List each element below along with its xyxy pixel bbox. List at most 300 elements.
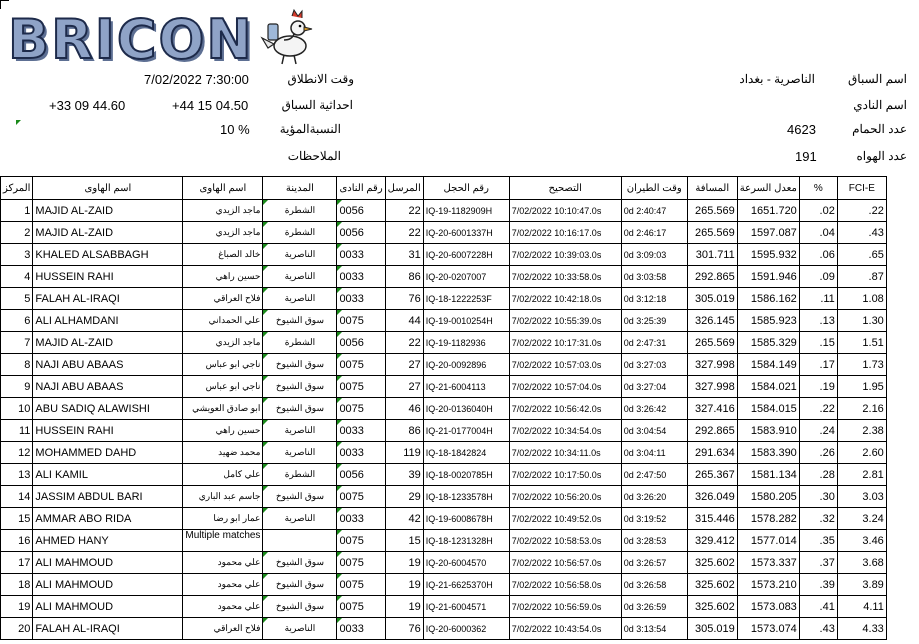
cell-flight-time-text: 0d 3:25:39 — [623, 315, 667, 326]
cell-flight-time — [621, 596, 687, 618]
cell-club-number-text: 0075 — [339, 314, 364, 327]
cell-percent-text: .26 — [819, 446, 835, 459]
green-tick-marker — [263, 200, 268, 205]
cell-sent-text: 86 — [408, 270, 421, 283]
percent-label: النسبةالمؤية — [279, 122, 341, 136]
cell-sent — [385, 354, 423, 376]
green-tick-marker — [337, 288, 342, 293]
cell-flight-time-text: 0d 3:04:11 — [623, 447, 666, 458]
cell-fci-e-text: 3.46 — [862, 534, 884, 547]
cell-rank — [1, 530, 33, 552]
cell-fci-e — [837, 442, 886, 464]
cell-percent — [799, 266, 837, 288]
cell-fci-e — [837, 596, 886, 618]
cell-corrected-time-text: 7/02/2022 10:39:03.0s — [511, 249, 602, 260]
cell-percent — [799, 486, 837, 508]
cell-fancier-name-en-text: MAJID AL-ZAID — [35, 336, 114, 349]
cell-city-text: سوق الشيوخ — [275, 601, 324, 611]
green-tick-marker — [16, 120, 21, 125]
start-time-label: وقت الانطلاق — [287, 72, 354, 86]
cell-fancier-name-en-text: ALI MAHMOUD — [35, 600, 114, 613]
cell-sent — [385, 398, 423, 420]
cell-corrected-time — [509, 530, 621, 552]
cell-sent — [385, 266, 423, 288]
cell-sent-text: 27 — [408, 380, 421, 393]
cell-distance-text: 265.569 — [694, 204, 735, 217]
cell-ring-number-text: IQ-21-6004113 — [425, 381, 486, 392]
cell-fancier-name-en-text: NAJI ABU ABAAS — [35, 358, 124, 371]
cell-corrected-time — [509, 398, 621, 420]
cell-distance-text: 326.049 — [694, 490, 735, 503]
col-flight-time: وقت الطيران — [621, 177, 687, 200]
cell-club-number-text: 0033 — [339, 292, 364, 305]
cell-club-number-text: 0033 — [339, 424, 364, 437]
cell-city — [263, 508, 337, 530]
cell-club-number — [337, 508, 385, 530]
cell-distance — [687, 332, 737, 354]
cell-fancier-name-en-text: AHMED HANY — [35, 534, 109, 547]
cell-club-number-text: 0075 — [339, 578, 364, 591]
cell-fancier-name-ar — [183, 310, 263, 332]
cell-city-text: الناصرية — [284, 447, 316, 457]
cell-corrected-time-text: 7/02/2022 10:56:59.0s — [511, 601, 602, 612]
cell-city-text: سوق الشيوخ — [275, 491, 324, 501]
cell-speed-text: 1585.923 — [750, 314, 797, 327]
cell-fancier-name-ar — [183, 508, 263, 530]
table-row — [1, 332, 887, 354]
cell-fancier-name-en — [33, 442, 183, 464]
green-tick-marker — [263, 266, 268, 271]
green-tick-marker — [337, 310, 342, 315]
cell-percent-text: .22 — [819, 402, 835, 415]
cell-fancier-name-ar — [183, 574, 263, 596]
cell-rank — [1, 486, 33, 508]
green-tick-marker — [337, 376, 342, 381]
cell-sent — [385, 442, 423, 464]
cell-fancier-name-en-text: JASSIM ABDUL BARI — [35, 490, 143, 503]
cell-club-number — [337, 244, 385, 266]
cell-fci-e — [837, 354, 886, 376]
cell-speed-text: 1585.329 — [750, 336, 797, 349]
cell-club-number — [337, 596, 385, 618]
cell-distance-text: 325.602 — [694, 600, 735, 613]
cell-city-text: الناصرية — [284, 293, 316, 303]
cell-ring-number — [423, 288, 509, 310]
cell-speed — [737, 596, 799, 618]
cell-ring-number — [423, 486, 509, 508]
cell-fci-e — [837, 266, 886, 288]
green-tick-marker — [337, 442, 342, 447]
cell-percent — [799, 618, 837, 640]
cell-fci-e — [837, 574, 886, 596]
cell-corrected-time — [509, 618, 621, 640]
cell-fancier-name-ar — [183, 266, 263, 288]
cell-ring-number-text: IQ-18-1231328H — [425, 535, 493, 546]
cell-fci-e — [837, 200, 886, 222]
cell-club-number-text: 0056 — [339, 226, 364, 239]
col-rank: المركز — [1, 177, 33, 200]
col-corrected-time: التصحيح — [509, 177, 621, 200]
cell-speed-text: 1573.210 — [750, 578, 797, 591]
cell-fci-e-text: 2.38 — [862, 424, 884, 437]
cell-distance-text: 265.569 — [694, 226, 735, 239]
green-tick-marker — [263, 244, 268, 249]
green-tick-marker — [337, 354, 342, 359]
cell-rank-text: 15 — [18, 512, 31, 525]
cell-fancier-name-ar-text: ناجي ابو عباس — [205, 359, 261, 369]
cell-percent-text: .09 — [819, 270, 835, 283]
cell-percent — [799, 464, 837, 486]
cell-club-number-text: 0075 — [339, 380, 364, 393]
cell-city — [263, 442, 337, 464]
cell-flight-time-text: 0d 3:26:59 — [623, 601, 667, 612]
green-tick-marker — [337, 508, 342, 513]
cell-club-number-text: 0056 — [339, 468, 364, 481]
cell-speed — [737, 530, 799, 552]
cell-fancier-name-ar — [183, 552, 263, 574]
cell-corrected-time-text: 7/02/2022 10:56:42.0s — [511, 403, 602, 414]
cell-flight-time — [621, 310, 687, 332]
cell-speed-text: 1583.390 — [750, 446, 797, 459]
col-distance: المسافة — [687, 177, 737, 200]
col-fci-e: FCI-E — [837, 177, 886, 200]
cell-club-number-text: 0075 — [339, 534, 364, 547]
cell-flight-time — [621, 464, 687, 486]
cell-rank — [1, 596, 33, 618]
cell-speed-text: 1580.205 — [750, 490, 797, 503]
cell-flight-time — [621, 618, 687, 640]
col-percent: % — [799, 177, 837, 200]
cell-sent-text: 22 — [408, 226, 421, 239]
cell-percent — [799, 200, 837, 222]
cell-fancier-name-ar-text: محمد ضهيد — [218, 447, 261, 457]
cell-ring-number — [423, 222, 509, 244]
cell-city — [263, 464, 337, 486]
cell-city-text: سوق الشيوخ — [275, 579, 324, 589]
cell-flight-time-text: 0d 2:40:47 — [623, 205, 667, 216]
cell-fancier-name-ar — [183, 244, 263, 266]
cell-city — [263, 244, 337, 266]
cell-rank — [1, 618, 33, 640]
cell-percent-text: .02 — [819, 204, 835, 217]
cell-club-number-text: 0056 — [339, 336, 364, 349]
table-row — [1, 552, 887, 574]
cell-distance-text: 265.569 — [694, 336, 735, 349]
cell-percent-text: .30 — [819, 490, 835, 503]
cell-rank-text: 2 — [24, 226, 31, 239]
cell-sent — [385, 222, 423, 244]
col-speed: معدل السرعة — [737, 177, 799, 200]
cell-corrected-time — [509, 420, 621, 442]
cell-fci-e — [837, 398, 886, 420]
cell-fancier-name-ar — [183, 200, 263, 222]
cell-percent-text: .24 — [819, 424, 835, 437]
cell-distance — [687, 376, 737, 398]
cell-percent-text: .04 — [819, 226, 835, 239]
cell-fancier-name-en-text: ALI MAHMOUD — [35, 556, 114, 569]
cell-corrected-time-text: 7/02/2022 10:56:20.0s — [511, 491, 602, 502]
cell-rank-text: 7 — [24, 336, 31, 349]
cell-fancier-name-ar — [183, 420, 263, 442]
cell-distance — [687, 530, 737, 552]
cell-city-text: سوق الشيوخ — [275, 381, 324, 391]
cell-fci-e-text: 3.03 — [862, 490, 884, 503]
cell-distance-text: 305.019 — [694, 622, 735, 635]
cell-percent — [799, 596, 837, 618]
cell-distance — [687, 420, 737, 442]
cell-sent — [385, 530, 423, 552]
cell-club-number — [337, 288, 385, 310]
cell-fci-e-text: 1.95 — [862, 380, 884, 393]
cell-ring-number-text: IQ-18-1842824 — [425, 447, 487, 458]
cell-club-number — [337, 398, 385, 420]
green-tick-marker — [337, 222, 342, 227]
cell-city — [263, 398, 337, 420]
cell-speed-text: 1591.946 — [750, 270, 797, 283]
cell-city-text: الناصرية — [284, 513, 316, 523]
cell-fancier-name-en — [33, 530, 183, 552]
cell-fci-e-text: 3.89 — [862, 578, 884, 591]
cell-ring-number — [423, 464, 509, 486]
cell-ring-number-text: IQ-18-1222253F — [425, 293, 492, 304]
table-row — [1, 508, 887, 530]
cell-ring-number — [423, 442, 509, 464]
cell-sent — [385, 376, 423, 398]
cell-corrected-time-text: 7/02/2022 10:17:50.0s — [511, 469, 602, 480]
cell-distance — [687, 574, 737, 596]
cell-fancier-name-en — [33, 266, 183, 288]
cell-fancier-name-ar — [183, 288, 263, 310]
cell-city — [263, 332, 337, 354]
col-ring-number: رقم الحجل — [423, 177, 509, 200]
cell-club-number — [337, 266, 385, 288]
cell-fancier-name-ar — [183, 376, 263, 398]
cell-sent-text: 29 — [408, 490, 421, 503]
cell-city — [263, 376, 337, 398]
cell-club-number-text: 0033 — [339, 248, 364, 261]
cell-percent-text: .28 — [819, 468, 835, 481]
cell-fancier-name-en — [33, 222, 183, 244]
cell-speed — [737, 574, 799, 596]
cell-rank — [1, 332, 33, 354]
cell-rank — [1, 354, 33, 376]
cell-ring-number — [423, 574, 509, 596]
cell-percent — [799, 376, 837, 398]
col-fancier-name-en: اسم الهاوى — [33, 177, 183, 200]
cell-ring-number — [423, 618, 509, 640]
cell-distance-text: 305.019 — [694, 292, 735, 305]
cell-city-text: سوق الشيوخ — [275, 403, 324, 413]
cell-flight-time — [621, 332, 687, 354]
cell-fancier-name-en-text: HUSSEIN RAHI — [35, 270, 114, 283]
cell-corrected-time — [509, 376, 621, 398]
cell-club-number — [337, 618, 385, 640]
cell-fci-e-text: 4.33 — [862, 622, 884, 635]
cell-fancier-name-en — [33, 310, 183, 332]
cell-ring-number-text: IQ-20-0207007 — [425, 271, 487, 282]
cell-distance — [687, 398, 737, 420]
cell-corrected-time-text: 7/02/2022 10:34:11.0s — [511, 447, 601, 458]
cell-flight-time — [621, 508, 687, 530]
cell-city-text: سوق الشيوخ — [275, 359, 324, 369]
cell-ring-number — [423, 420, 509, 442]
cell-speed — [737, 332, 799, 354]
logo-text: BRICON — [8, 8, 254, 71]
cell-fancier-name-en-text: MOHAMMED DAHD — [35, 446, 137, 459]
bricon-logo — [8, 6, 308, 70]
cell-sent-text: 31 — [408, 248, 421, 261]
cell-ring-number-text: IQ-20-0136040H — [425, 403, 493, 414]
cell-distance-text: 325.602 — [694, 578, 735, 591]
cell-fci-e — [837, 508, 886, 530]
cell-city — [263, 574, 337, 596]
cell-corrected-time-text: 7/02/2022 10:16:17.0s — [511, 227, 602, 238]
cell-ring-number — [423, 530, 509, 552]
cell-city — [263, 310, 337, 332]
cell-ring-number-text: IQ-21-6625370H — [425, 579, 493, 590]
cell-corrected-time — [509, 310, 621, 332]
cell-corrected-time-text: 7/02/2022 10:10:47.0s — [511, 205, 602, 216]
cell-club-number-text: 0075 — [339, 402, 364, 415]
cell-distance-text: 292.865 — [694, 424, 735, 437]
cell-fancier-name-en — [33, 552, 183, 574]
coord-north: +33 09 44.60 — [49, 98, 126, 113]
cell-speed — [737, 354, 799, 376]
cell-fancier-name-ar-text: خالد الصباغ — [218, 249, 261, 259]
cell-sent — [385, 618, 423, 640]
cell-corrected-time — [509, 332, 621, 354]
cell-rank — [1, 398, 33, 420]
cell-fancier-name-ar-text: ماجد الزيدي — [215, 227, 261, 237]
club-name-label: اسم النادي — [853, 98, 907, 112]
cell-club-number — [337, 200, 385, 222]
cell-flight-time — [621, 574, 687, 596]
cell-sent — [385, 288, 423, 310]
cell-ring-number — [423, 552, 509, 574]
cell-club-number-text: 0075 — [339, 358, 364, 371]
cell-rank-text: 17 — [18, 556, 31, 569]
cell-percent — [799, 398, 837, 420]
cell-distance — [687, 552, 737, 574]
cell-fancier-name-en — [33, 354, 183, 376]
cell-sent-text: 19 — [408, 556, 421, 569]
cell-speed — [737, 288, 799, 310]
cell-city-text: الناصرية — [284, 623, 316, 633]
cell-fancier-name-ar-text: علي الحمداني — [208, 315, 261, 325]
cell-distance — [687, 222, 737, 244]
cell-fancier-name-en — [33, 486, 183, 508]
cell-fancier-name-en-text: HUSSEIN RAHI — [35, 424, 114, 437]
cell-speed — [737, 508, 799, 530]
cell-speed-text: 1586.162 — [750, 292, 797, 305]
cell-percent — [799, 332, 837, 354]
notes-label: الملاحظات — [287, 149, 341, 163]
green-tick-marker — [337, 618, 342, 623]
fanciers-count-label: عدد الهواه — [856, 149, 907, 163]
cell-city-text: الشطرة — [284, 337, 316, 347]
cell-speed — [737, 244, 799, 266]
cell-ring-number-text: IQ-20-6000362 — [425, 623, 487, 634]
cell-speed-text: 1581.134 — [750, 468, 797, 481]
table-row — [1, 266, 887, 288]
cell-sent-text: 22 — [408, 204, 421, 217]
cell-distance-text: 301.711 — [695, 248, 735, 261]
cell-flight-time — [621, 288, 687, 310]
cell-fci-e — [837, 464, 886, 486]
cell-club-number — [337, 376, 385, 398]
cell-percent-text: .43 — [819, 622, 835, 635]
cell-club-number — [337, 310, 385, 332]
cell-rank — [1, 244, 33, 266]
cell-ring-number-text: IQ-20-6001337H — [425, 227, 493, 238]
cell-rank — [1, 200, 33, 222]
cell-city — [263, 486, 337, 508]
cell-corrected-time-text: 7/02/2022 10:17:31.0s — [511, 337, 602, 348]
cell-fancier-name-en-text: MAJID AL-ZAID — [35, 226, 114, 239]
cell-ring-number-text: IQ-19-0010254H — [425, 315, 493, 326]
cell-fancier-name-en — [33, 464, 183, 486]
cell-fci-e — [837, 332, 886, 354]
cell-speed — [737, 310, 799, 332]
green-tick-marker — [263, 618, 268, 623]
table-header-row — [1, 177, 887, 200]
cell-rank-text: 5 — [24, 292, 31, 305]
col-city: المدينة — [263, 177, 337, 200]
cell-rank — [1, 552, 33, 574]
cell-percent-text: .32 — [819, 512, 835, 525]
cell-fancier-name-ar — [183, 332, 263, 354]
cell-corrected-time — [509, 222, 621, 244]
green-tick-marker — [337, 266, 342, 271]
cell-distance — [687, 354, 737, 376]
cell-ring-number — [423, 244, 509, 266]
cell-fancier-name-ar-text: علي محمود — [217, 601, 261, 611]
cell-corrected-time — [509, 200, 621, 222]
cell-corrected-time-text: 7/02/2022 10:33:58.0s — [511, 271, 602, 282]
cell-sent — [385, 310, 423, 332]
cell-flight-time-text: 0d 3:28:53 — [623, 535, 667, 546]
cell-corrected-time — [509, 574, 621, 596]
cell-distance — [687, 464, 737, 486]
cell-corrected-time-text: 7/02/2022 10:57:03.0s — [511, 359, 602, 370]
cell-fci-e — [837, 420, 886, 442]
cell-percent-text: .41 — [819, 600, 835, 613]
cell-sent-text: 86 — [408, 424, 421, 437]
cell-distance — [687, 266, 737, 288]
cell-flight-time-text: 0d 3:13:54 — [623, 623, 667, 634]
cell-fancier-name-ar-text: حسين راهي — [215, 425, 261, 435]
cell-club-number-text: 0033 — [339, 270, 364, 283]
cell-rank — [1, 310, 33, 332]
table-row — [1, 530, 887, 552]
cell-club-number-text: 0056 — [339, 204, 364, 217]
cell-fci-e-text: .65 — [868, 248, 884, 261]
cell-fancier-name-en-text: NAJI ABU ABAAS — [35, 380, 124, 393]
cell-fancier-name-en — [33, 420, 183, 442]
cell-speed-text: 1573.337 — [750, 556, 797, 569]
cell-percent — [799, 310, 837, 332]
cell-rank-text: 16 — [18, 534, 31, 547]
cell-fancier-name-ar — [183, 464, 263, 486]
table-row — [1, 596, 887, 618]
cell-flight-time — [621, 398, 687, 420]
cell-fancier-name-en-text: AMMAR ABO RIDA — [35, 512, 132, 525]
cell-speed-text: 1584.021 — [750, 380, 797, 393]
green-tick-marker — [263, 310, 268, 315]
cell-fancier-name-ar — [183, 222, 263, 244]
green-tick-marker — [337, 200, 342, 205]
cell-club-number — [337, 552, 385, 574]
